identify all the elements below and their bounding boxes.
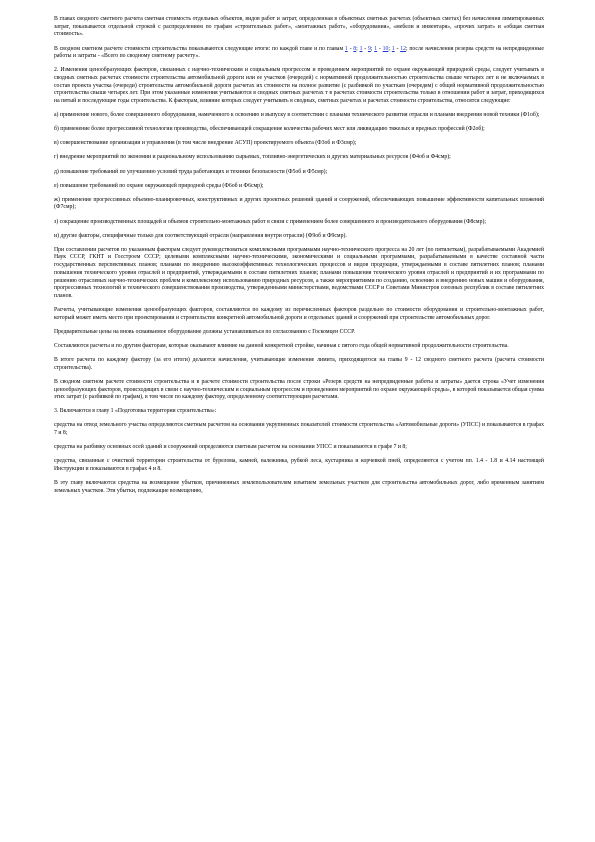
separator-text: - bbox=[377, 45, 383, 52]
separator-text: - bbox=[394, 45, 401, 52]
chapter-1-link[interactable]: 1 bbox=[374, 45, 378, 52]
paragraph-totals-text-1: В сводном сметном расчете стоимости строительства показываются следующие итоги: по каждой главе и по главам bbox=[54, 45, 345, 52]
list-item-e: е) повышение требований по охране окружающей природной среды (Ф6об и Ф6смр); bbox=[54, 182, 264, 189]
separator-text: - bbox=[347, 45, 354, 52]
list-item-v: в) совершенствование организации и управления (в том числе внедрение АСУП) проектируемого объекта (Ф3об и Ф3смр); bbox=[54, 140, 357, 147]
paragraph-totals-text-2: ; после начисления резерва средств на непредвиденные работы и затраты - «Всего по сводному сметному расчету». bbox=[54, 45, 544, 60]
list-item-z: з) сокращение производственных площадей и объемов строительно-монтажных работ в связи с применением более совершенного и производительного оборудования (Ф8смр); bbox=[54, 218, 486, 225]
chapter-10-link[interactable]: 10 bbox=[382, 45, 389, 52]
chapter-1-link[interactable]: 1 bbox=[344, 45, 348, 52]
paragraph-limit: В итоге расчета по каждому фактору (за его итоги) делаются начисления, учитывающие изменение лимита, приходящегося на главы 9 - 12 сводного сметного расчета (расчета стоимости строительства). bbox=[54, 357, 544, 371]
document-page bbox=[54, 16, 544, 502]
paragraph-item-2: 2. Изменения ценообразующих факторов, связанных с научно-техническим и социальным прогрессом и проведением мероприятий по охране окружающей природной среды, следует учитывать в сводных сметных расчетах стоимости строительства автомобильной дороги или ее участков (очередей) с нормативной продолжительностью строительства свыше четырех лет и не включаемых в состав проекта участка (очереди) строительства автомобильной дороги расчетах их стоимости на полное развитие (с разбивкой по участкам (очередям) с общей нормативной продолжительностью строительства свыше четырех лет. При этом указанные изменения учитываются в сводных сметных расчетах т в расчетах стоимости строительства только в отношении работ и затрат, приходящихся на пятый и последующие годы строительства. К факторам, влияние которых следует учитывать в сводных, сметных расчетах и расчетах стоимости строительства, относятся следующие: bbox=[54, 67, 544, 105]
separator-text: ; bbox=[388, 45, 392, 52]
list-item-a: а) применение нового, более совершенного оборудования, намеченного к освоению и выпуску в соответствии с планами технического развития отрасли и планами внедрения новой техники (Ф1об); bbox=[54, 112, 540, 119]
chapter-9-link[interactable]: 9 bbox=[367, 45, 371, 52]
list-item-g: г) внедрение мероприятий по экономии и рациональному использованию сырьевых, топливно-энергетических и других материальных ресурсов (Ф4об и Ф4смр); bbox=[54, 154, 451, 161]
paragraph-axes-layout: средства на разбивку основных осей зданий и сооружений определяются сметным расчетом на основании УПСС и показываются в графе 7 и 8; bbox=[54, 444, 407, 451]
separator-text: ; bbox=[370, 45, 375, 52]
paragraph-totals bbox=[54, 46, 544, 61]
paragraph-land-allotment: средства на отвод земельного участка определяются сметным расчетом на основании укрупненных показателей стоимости строительства «Автомобильные дороги» (УПСС) и показываются в графах 7 и 8; bbox=[54, 422, 544, 437]
chapter-12-link[interactable]: 12 bbox=[400, 45, 406, 52]
paragraph-clearing bbox=[54, 458, 544, 473]
paragraph-summary-lines: В главах сводного сметного расчета сметная стоимость отдельных объектов, видов работ и затрат, определенная в объектных сметных расчетах (объектных сметах) без начисления лимитированных затрат, показывается отдельной строкой с распределением по графам «строительных работ», «монтажных работ», «оборудования», «мебели и инвентаря», «прочих затрат» и «общая сметная стоимость». bbox=[54, 16, 544, 38]
paragraph-calculations: Расчеты, учитывающие изменения ценообразующих факторов, составляются по каждому из перечисленных факторов раздельно по стоимости оборудования и строительно-монтажных работ, который может иметь место при проектировании и строительстве конкретной автомобильной дороги и отдельных зданий и сооружений при строительстве автомобильных дорог. bbox=[54, 307, 544, 321]
paragraph-programs: При составлении расчетов по указанным факторам следует руководствоваться комплексными программами научно-технического прогресса на 20 лет (по пятилеткам), разрабатываемыми Академией Наук СССР, ГКНТ и Госстроем СССР; целевыми комплексными научно-техническими, экономическими и социальными программами, разрабатываемыми в качестве составной части государственных перспективных планов; планами по внедрению высокоэффективных технологических процессов и видов продукции, утверждаемыми в составе пятилетних планов; планами повышения технического уровня отраслей и предприятий, утверждаемыми в составе пятилетних планов; планами повышения технического уровня отраслей и предприятий и их программами по решению отраслевых научно-технических проблем и комплексному использованию природных ресурсов, а также мероприятиями по созданию, освоению и внедрению новых машин и оборудования, прогрессивных технологий и технического совершенствования производства, утвержденными министерствами, ведомствами СССР и Советами Министров союзных республик в составе пятилетних планов. bbox=[54, 246, 544, 299]
chapter-1-link[interactable]: 1 bbox=[359, 45, 363, 52]
list-item-i: и) другие факторы, специфичные только для соответствующей отрасли (направления внутри отрасли) (Ф9об и Ф9смр). bbox=[54, 232, 347, 239]
paragraph-prices: Предварительные цены на вновь осваиваемое оборудование должны устанавливаться по согласованию с Госкомцен СССР. bbox=[54, 328, 356, 335]
clearing-text: средства, связанные с очисткой территории строительства от бурелома, камней, валежника, рубкой леса, кустарника и корчевкой пней, определяются с учетом пп. 1.4 - 1.8 и 4.14 настоящей Инструкции и показываются в графах 4 и 8. bbox=[54, 458, 544, 473]
separator-text: ; bbox=[356, 45, 360, 52]
paragraph-losses: В эту главу включаются средства на возмещение убытков, причиненных землепользователям изъятием земельных участков для строительства автомобильных дорог, либо временным занятием земельных участков. Эти убытки, подлежащие возмещению, bbox=[54, 480, 544, 494]
paragraph-reserve: В сводном сметном расчете стоимости строительства и в расчете стоимости строительства после строки «Резерв средств на непредвиденные работы и затраты» дается строка «Учет изменения ценообразующих факторов, происходящих в связи с научно-техническим и социальным прогрессом и проведением мероприятий по охране окружающей среды», в которой показывается общая сумма этих затрат (с разбивкой по графам), в том числе по каждому фактору, определенному соответствующим расчетами. bbox=[54, 378, 544, 401]
paragraph-other-factors: Составляются расчеты и по другим факторам, которые оказывают влияние на данной конкретной стройке, начиная с пятого года общей нормативной продолжительности строительства. bbox=[54, 342, 509, 349]
list-item-b: б) применение более прогрессивной технологии производства, обеспечивающей сокращение количества рабочих мест или ликвидацию тяжелых и вредных профессий (Ф2об); bbox=[54, 126, 485, 133]
list-item-zh: ж) применение прогрессивных объемно-планировочных, конструктивных и других проектных решений зданий и сооружений, обеспечивающих повышение эффективности капитальных вложений (Ф7смр); bbox=[54, 196, 544, 211]
paragraph-item-3: 3. Включаются в главу 1 «Подготовка территории строительства»: bbox=[54, 408, 217, 415]
chapter-1-link[interactable]: 1 bbox=[391, 45, 395, 52]
chapter-8-link[interactable]: 8 bbox=[353, 45, 357, 52]
list-item-d: д) повышение требований по улучшению условий труда работающих и техники безопасности (Ф5об и Ф5смр); bbox=[54, 168, 328, 175]
separator-text: - bbox=[362, 45, 368, 52]
